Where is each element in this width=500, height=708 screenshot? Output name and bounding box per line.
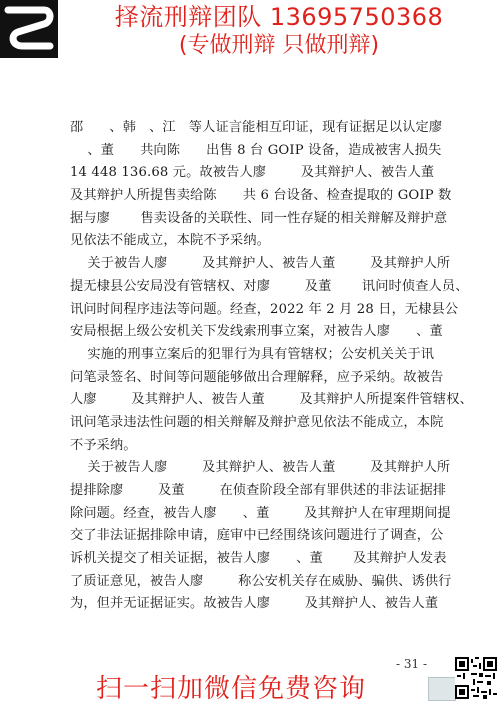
wechat-badge-icon xyxy=(428,677,456,701)
text-line: 安局根据上级公安机关下发线索刑事立案，对被告人廖 、董 xyxy=(70,324,443,340)
text-line: 不予采纳。 xyxy=(70,437,137,453)
text-line: 关于被告人廖 及其辩护人、被告人董 及其辩护人所 xyxy=(70,256,451,272)
text-line: 提无棣县公安局没有管辖权、对廖 及董 讯问时侦查人员、 xyxy=(70,278,469,294)
text-line: 讯问笔录违法性问题的相关辩解及辩护意见依法不能成立，本院 xyxy=(70,414,444,430)
text-line: 及其辩护人所提售卖给陈 共 6 台设备、检查提取的 GOIP 数 xyxy=(70,188,452,204)
text-line: 、董 共向陈 出售 8 台 GOIP 设备，造成被害人损失 xyxy=(70,142,442,158)
text-line: 讯问时间程序违法等问题。经查，2022 年 2 月 28 日，无棣县公 xyxy=(70,301,459,317)
text-line: 关于被告人廖 及其辩护人、被告人董 及其辩护人所 xyxy=(70,460,451,476)
banner-title: 择流刑辩团队 13695750368 xyxy=(114,3,444,31)
text-line: 除问题。经查，被告人廖 、董 及其辩护人在审理期间提 xyxy=(70,505,451,521)
text-line: 据与廖 售卖设备的关联性、同一性存疑的相关辩解及辩护意 xyxy=(70,210,448,226)
logo xyxy=(0,0,58,58)
text-line: 了质证意见，被告人廖 称公安机关存在威胁、骗供、诱供行 xyxy=(70,573,452,589)
text-line: 见依法不能成立，本院不予采纳。 xyxy=(70,233,271,249)
text-line: 为，但并无证据证实。故被告人廖 及其辩护人、被告人董 xyxy=(70,596,439,612)
text-line: 诉机关提交了相关证据，被告人廖 、董 及其辩护人发表 xyxy=(70,551,447,567)
text-line: 交了非法证据排除申请，庭审中已经围绕该问题进行了调查，公 xyxy=(70,528,444,544)
text-line: 人廖 及其辩护人、被告人董 及其辩护人所提案件管辖权、 xyxy=(70,392,473,408)
logo-mark-icon xyxy=(0,0,58,58)
text-line: 实施的刑事立案后的犯罪行为具有管辖权；公安机关关于讯 xyxy=(70,346,435,362)
ad-banner xyxy=(64,2,494,60)
text-line: 14 448 136.68 元。故被告人廖 及其辩护人、被告人董 xyxy=(70,165,435,181)
wechat-consult-cta: 扫一扫加微信免费咨询 xyxy=(96,674,367,704)
qr-code-icon[interactable] xyxy=(455,657,497,699)
banner-subtitle: (专做刑辩 只做刑辩) xyxy=(178,33,380,58)
document-body xyxy=(70,117,473,616)
text-line: 提排除廖 及董 在侦查阶段全部有罪供述的非法证据排 xyxy=(70,483,447,498)
text-line: 问笔录签名、时间等问题能够做出合理解释，应予采纳。故被告 xyxy=(70,369,444,385)
page-number: - 31 - xyxy=(396,657,428,671)
text-line: 邵 、韩 、江 等人证言能相互印证，现有证据足以认定廖 xyxy=(70,120,443,135)
